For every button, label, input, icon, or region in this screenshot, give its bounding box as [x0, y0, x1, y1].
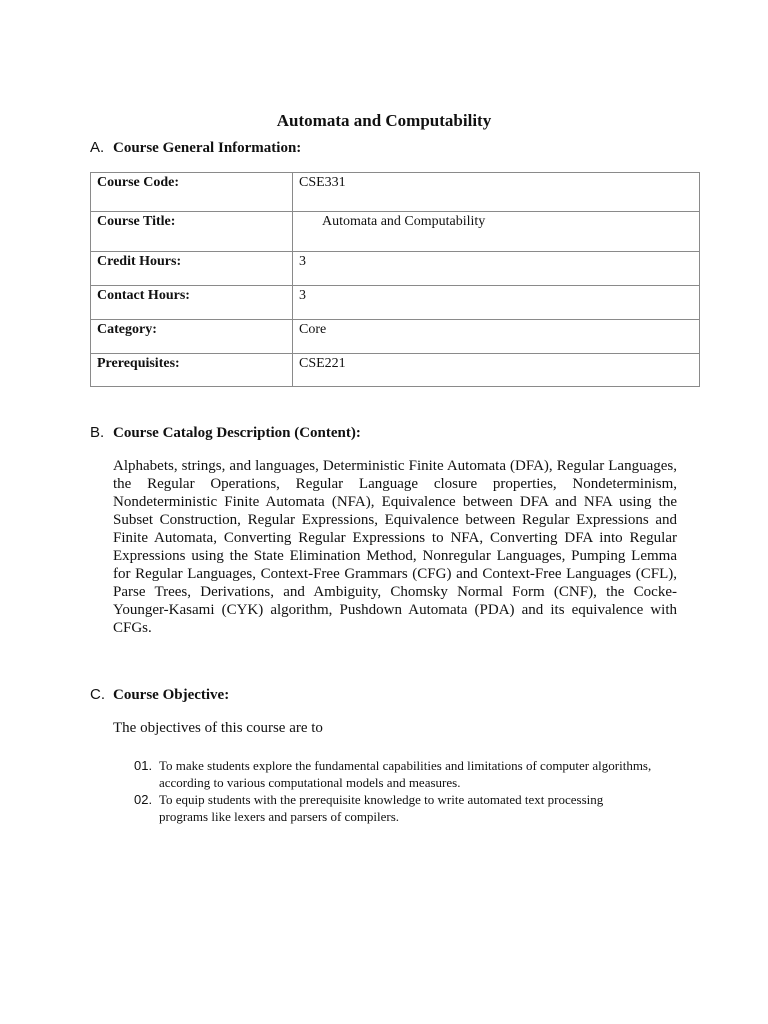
section-c-title: Course Objective: — [113, 687, 230, 703]
table-row — [91, 286, 700, 320]
table-row — [91, 212, 700, 252]
section-b-title: Course Catalog Description (Content): — [113, 425, 361, 441]
objectives-list — [134, 757, 654, 825]
contact-hours-label: Contact Hours: — [91, 286, 293, 320]
contact-hours-value: 3 — [293, 286, 700, 320]
document-title: Automata and Computability — [276, 111, 492, 130]
credit-hours-value: 3 — [293, 252, 700, 286]
credit-hours-label: Credit Hours: — [91, 252, 293, 286]
table-row — [91, 173, 700, 212]
section-c-heading — [90, 686, 229, 704]
prerequisites-label: Prerequisites: — [91, 354, 293, 387]
section-b-letter: B. — [90, 424, 105, 441]
table-row — [91, 354, 700, 387]
course-code-label: Course Code: — [91, 173, 293, 212]
section-a-title: Course General Information: — [113, 140, 302, 156]
table-row — [91, 252, 700, 286]
course-title-value: Automata and Computability — [293, 212, 700, 252]
section-b-heading — [90, 424, 361, 442]
objective-text: To equip students with the prerequisite knowledge to write automated text processing programs like lexers and parsers of compilers. — [159, 792, 604, 824]
catalog-description: Alphabets, strings, and languages, Deterministic Finite Automata (DFA), Regular Languages, the Regular Operations, Regular Language closure properties, Nondeterminism, Nondeterministic Finite Automata (NFA), Equivalence between DFA and NFA using the Subset Construction, Regular Expressions, Equivalence between Regular Expressions and Finite Automata, Converting Regular Expressions to NFA, Converting DFA into Regular Expressions using the State Elimination Method, Nonregular Languages, Pumping Lemma for Regular Languages, Context-Free Grammars (CFG) and Context-Free Languages (CFL), Parse Trees, Derivations, and Ambiguity, Chomsky Normal Form (CNF), the Cocke-Younger-Kasami (CYK) algorithm, Pushdown Automata (PDA) and its equivalence with CFGs. — [113, 458, 677, 636]
category-label: Category: — [91, 320, 293, 354]
objectives-intro: The objectives of this course are to — [113, 720, 323, 736]
course-title-label: Course Title: — [91, 212, 293, 252]
objective-number: 01. — [134, 758, 153, 773]
section-a-heading — [90, 139, 301, 157]
course-info-table — [90, 172, 700, 387]
list-item — [134, 791, 654, 825]
objective-number: 02. — [134, 792, 153, 807]
category-value: Core — [293, 320, 700, 354]
list-item — [134, 757, 654, 791]
table-row — [91, 320, 700, 354]
section-a-letter: A. — [90, 139, 105, 156]
section-c-letter: C. — [90, 686, 105, 703]
objective-text: To make students explore the fundamental capabilities and limitations of computer algorithms, according to various computational models and measures. — [159, 758, 652, 790]
course-code-value: CSE331 — [293, 173, 700, 212]
prerequisites-value: CSE221 — [293, 354, 700, 387]
